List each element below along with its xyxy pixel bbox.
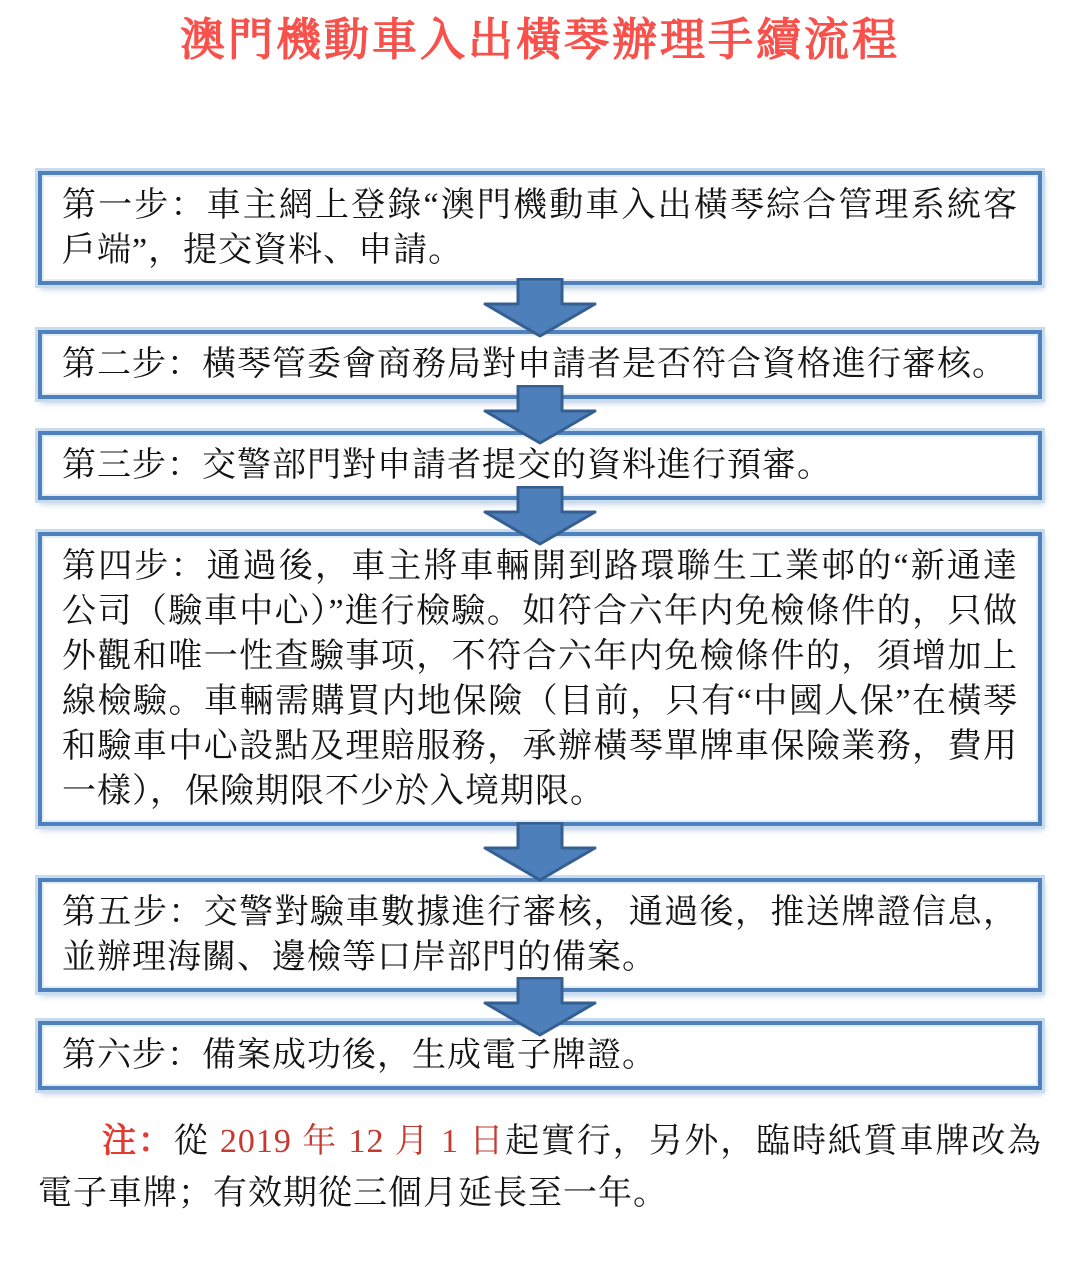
arrow-gap-4 bbox=[38, 826, 1042, 878]
note-text-before-date: 從 bbox=[173, 1123, 220, 1160]
page-title: 澳門機動車入出橫琴辦理手續流程 bbox=[179, 14, 900, 65]
step-4-text: 第四步：通過後，車主將車輛開到路環聯生工業邨的“新通達公司（驗車中心）”進行檢驗。如符合六年内免檢條件的，只做外觀和唯一性查驗事项，不符合六年内免檢條件的，須增加上線檢驗。車輛需購買内地保險（目前，只有“中國人保”在橫琴和驗車中心設點及理賠服務，承辦橫琴單牌車保險業務，費用一樣），保險期限不少於入境期限。 bbox=[62, 548, 1018, 810]
step-box-4 bbox=[38, 532, 1042, 826]
down-arrow-icon bbox=[478, 822, 602, 882]
note-label: 注： bbox=[102, 1123, 174, 1160]
step-5-text: 第五步：交警對驗車數據進行審核，通過後，推送牌證信息，並辦理海關、邊檢等口岸部門的備案。 bbox=[62, 894, 1018, 976]
down-arrow-icon bbox=[478, 278, 602, 338]
arrow-gap-2 bbox=[38, 399, 1042, 431]
note-text-after-date: 起實行，另外，臨時紙質車牌改為電子車牌；有效期從三個月延長至一年。 bbox=[38, 1123, 1043, 1212]
step-6-text: 第六步：備案成功後，生成電子牌證。 bbox=[62, 1037, 657, 1074]
step-1-text: 第一步：車主網上登錄“澳門機動車入出橫琴綜合管理系統客戶端”，提交資料、申請。 bbox=[62, 187, 1018, 269]
down-arrow-icon bbox=[478, 385, 602, 445]
note-date: 2019 年 12 月 1 日 bbox=[219, 1123, 506, 1160]
arrow-gap-1 bbox=[38, 285, 1042, 330]
down-arrow-icon bbox=[478, 486, 602, 546]
down-arrow-icon bbox=[478, 977, 602, 1037]
step-box-5 bbox=[38, 878, 1042, 992]
step-3-text: 第三步：交警部門對申請者提交的資料進行預審。 bbox=[62, 447, 832, 484]
footnote bbox=[38, 1116, 1042, 1220]
step-box-1 bbox=[38, 171, 1042, 285]
arrow-gap-3 bbox=[38, 500, 1042, 532]
arrow-gap-5 bbox=[38, 992, 1042, 1021]
flowchart bbox=[38, 171, 1042, 1090]
step-2-text: 第二步：橫琴管委會商務局對申請者是否符合資格進行審核。 bbox=[62, 346, 1007, 383]
